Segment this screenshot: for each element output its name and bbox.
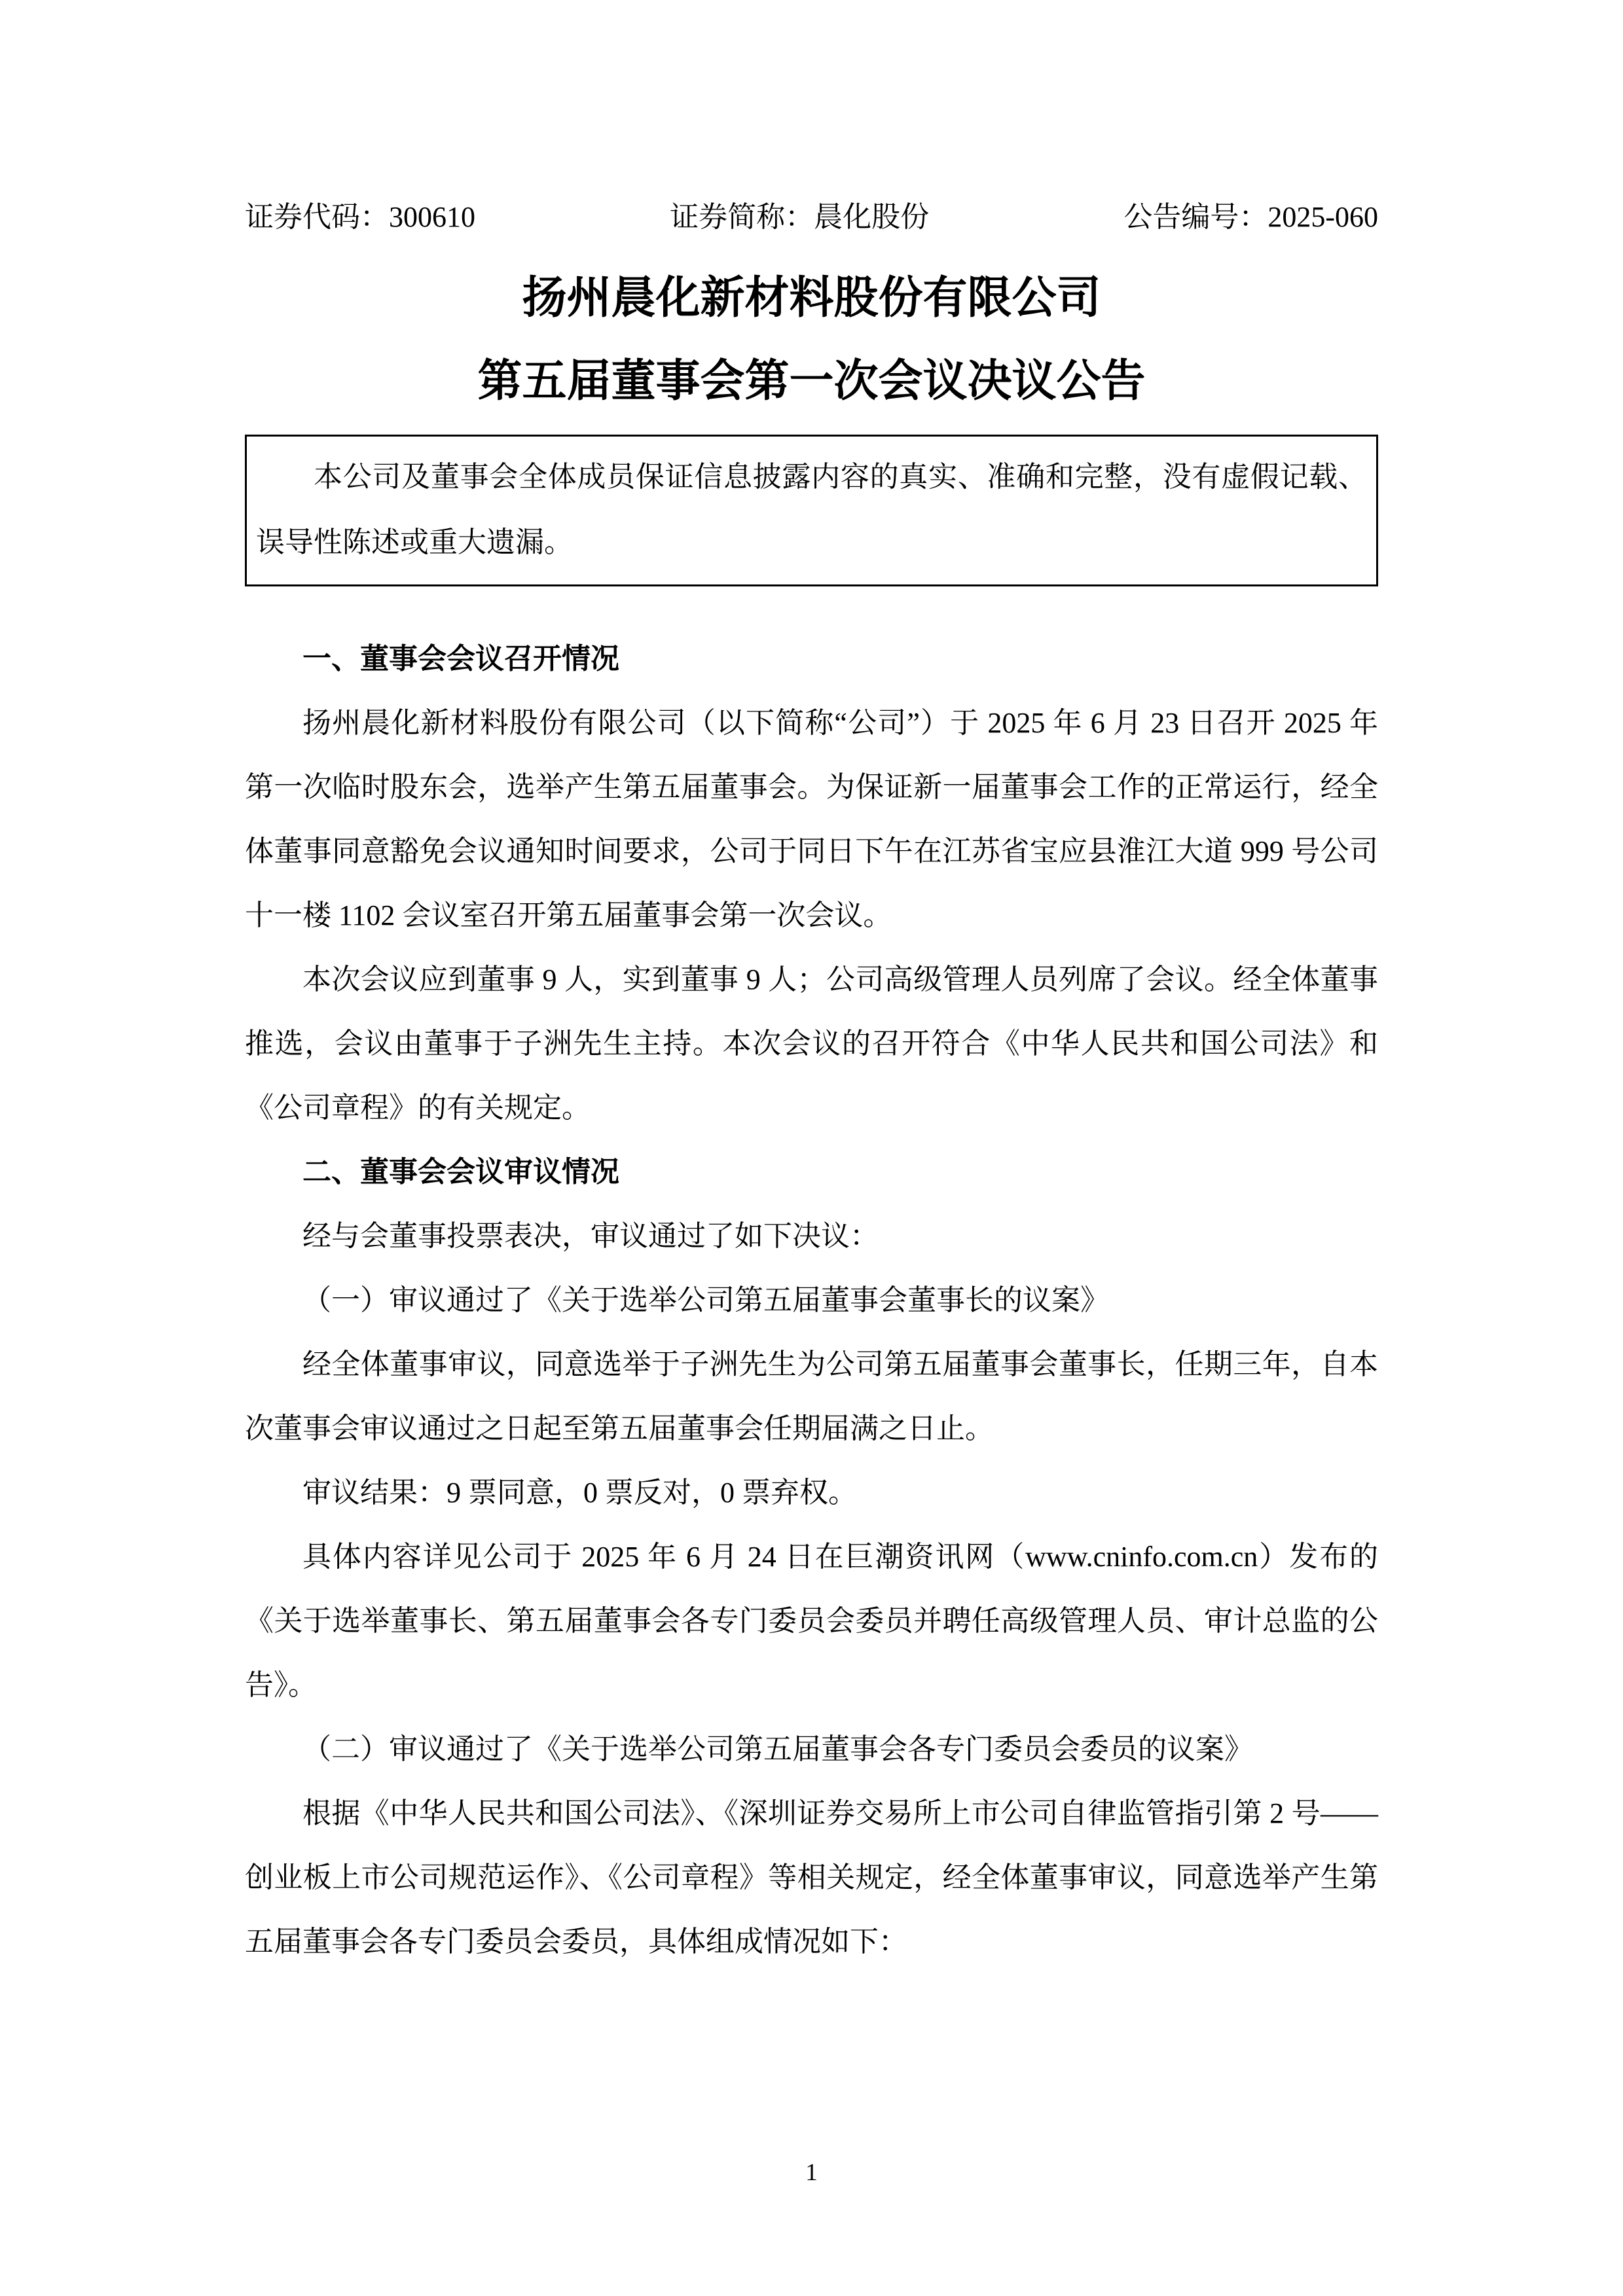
body-paragraph-attendance: 本次会议应到董事 9 人，实到董事 9 人；公司高级管理人员列席了会议。经全体董事推选，会议由董事于子洲先生主持。本次会议的召开符合《中华人民共和国公司法》和《公司章程》的有关规定。 bbox=[245, 963, 1378, 1124]
body-paragraph-resolution-1-vote-result: 审议结果：9 票同意，0 票反对，0 票弃权。 bbox=[302, 1477, 857, 1509]
body-paragraph-meeting-convening: 扬州晨化新材料股份有限公司（以下简称“公司”）于 2025 年 6 月 23 日召开 2025 年第一次临时股东会，选举产生第五届董事会。为保证新一届董事会工作的正常运行，经全体董事同意豁免会议通知时间要求，公司于同日下午在江苏省宝应县淮江大道 999 号公司十一楼 1102 会议室召开第五届董事会第一次会议。 bbox=[245, 707, 1378, 931]
section-1-heading: 一、董事会会议召开情况 bbox=[302, 643, 619, 675]
body-paragraph-resolution-2-title: （二）审议通过了《关于选举公司第五届董事会各专门委员会委员的议案》 bbox=[302, 1733, 1253, 1765]
disclaimer-box bbox=[245, 435, 1378, 586]
document-header bbox=[245, 198, 1378, 237]
announcement-number: 公告编号：2025-060 bbox=[1123, 201, 1378, 233]
section-2-heading: 二、董事会会议审议情况 bbox=[302, 1156, 619, 1188]
stock-short-name: 证券简称：晨化股份 bbox=[670, 201, 930, 233]
body-paragraph-voting-intro: 经与会董事投票表决，审议通过了如下决议： bbox=[302, 1220, 879, 1252]
body-paragraph-resolution-1-content: 经全体董事审议，同意选举于子洲先生为公司第五届董事会董事长，任期三年，自本次董事会审议通过之日起至第五届董事会任期届满之日止。 bbox=[245, 1348, 1378, 1444]
stock-code: 证券代码：300610 bbox=[245, 201, 475, 233]
disclaimer-text: 本公司及董事会全体成员保证信息披露内容的真实、准确和完整，没有虚假记载、误导性陈述或重大遗漏。 bbox=[256, 461, 1367, 558]
announcement-title: 第五届董事会第一次会议决议公告 bbox=[477, 356, 1146, 406]
body-paragraph-resolution-1-title: （一）审议通过了《关于选举公司第五届董事会董事长的议案》 bbox=[302, 1284, 1109, 1316]
document-body bbox=[245, 627, 1378, 1974]
page-number: 1 bbox=[805, 2159, 818, 2186]
body-paragraph-resolution-2-content: 根据《中华人民共和国公司法》、《深圳证券交易所上市公司自律监管指引第 2 号——创业板上市公司规范运作》、《公司章程》等相关规定，经全体董事审议，同意选举产生第五届董事会各专门委员会委员，具体组成情况如下： bbox=[245, 1797, 1378, 1958]
company-name-title: 扬州晨化新材料股份有限公司 bbox=[522, 273, 1101, 323]
body-paragraph-resolution-1-reference: 具体内容详见公司于 2025 年 6 月 24 日在巨潮资讯网（www.cninfo.com.cn）发布的《关于选举董事长、第五届董事会各专门委员会委员并聘任高级管理人员、审计总监的公告》。 bbox=[245, 1541, 1378, 1701]
document-footer bbox=[0, 2160, 1623, 2186]
